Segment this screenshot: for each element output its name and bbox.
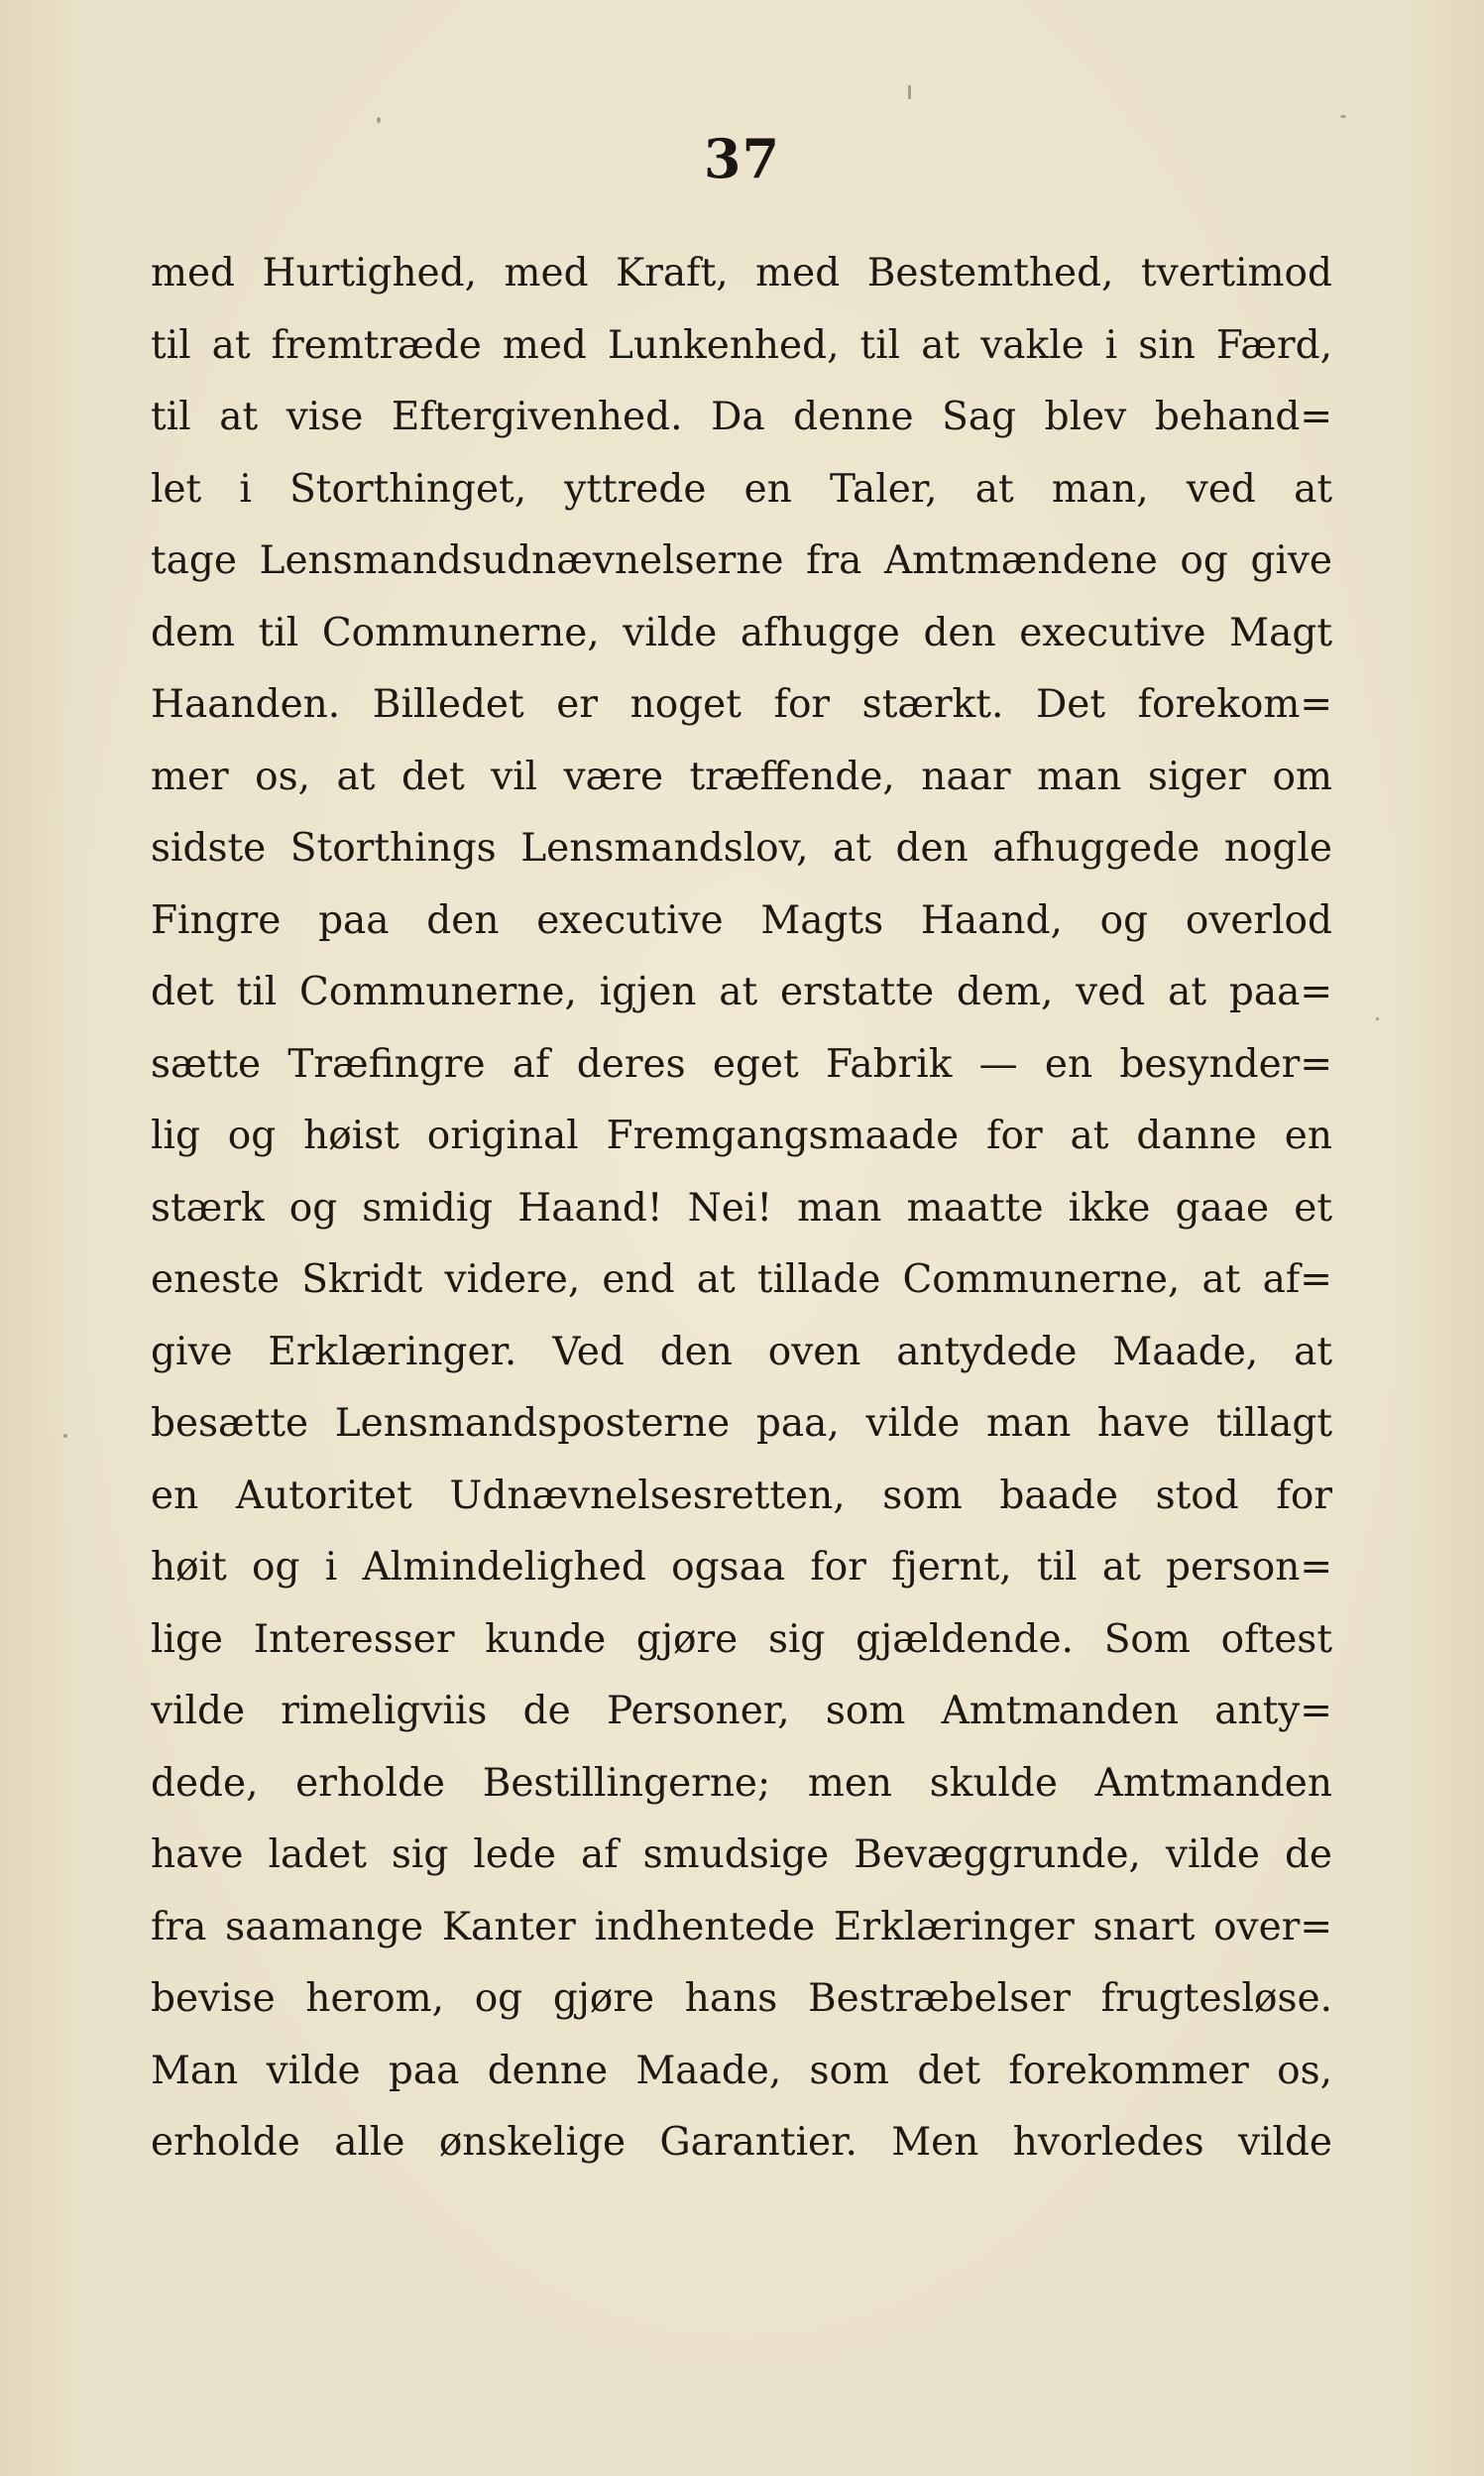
text-line: dem til Communerne, vilde afhugge den executive Magt (151, 610, 1332, 655)
paper-speck (63, 1434, 67, 1438)
paper-speck (1340, 115, 1346, 118)
paper-speck (908, 85, 911, 99)
text-line: dede, erholde Bestillingerne; men skulde Amtmanden (151, 1760, 1332, 1806)
text-line: fra saamange Kanter indhentede Erklæringer snart over= (151, 1904, 1332, 1949)
text-line: lige Interesser kunde gjøre sig gjældende. Som oftest (151, 1616, 1332, 1662)
text-line: Man vilde paa denne Maade, som det forekommer os, (151, 2048, 1332, 2093)
text-line: let i Storthinget, yttrede en Taler, at man, ved at (151, 466, 1332, 512)
text-line: stærk og smidig Haand! Nei! man maatte ikke gaae et (151, 1185, 1332, 1231)
text-line: tage Lensmandsudnævnelserne fra Amtmændene og give (151, 538, 1332, 583)
text-line: eneste Skridt videre, end at tillade Communerne, at af= (151, 1257, 1332, 1302)
body-text (151, 238, 1332, 2180)
text-line: give Erklæringer. Ved den oven antydede Maade, at (151, 1329, 1332, 1374)
text-line: med Hurtighed, med Kraft, med Bestemthed, tvertimod (151, 251, 1332, 295)
text-line: høit og i Almindelighed ogsaa for fjernt, til at person= (151, 1545, 1332, 1590)
text-line: have ladet sig lede af smudsige Bevæggrunde, vilde de (151, 1832, 1332, 1877)
page-number: 37 (703, 127, 781, 190)
text-line: erholde alle ønskelige Garantier. Men hvorledes vilde (151, 2120, 1332, 2165)
text-line: en Autoritet Udnævnelsesretten, som baade stod for (151, 1473, 1332, 1518)
text-line: til at vise Eftergivenhed. Da denne Sag blev behand= (151, 395, 1332, 439)
text-line: vilde rimeligviis de Personer, som Amtmanden anty= (151, 1689, 1332, 1733)
text-line: Fingre paa den executive Magts Haand, og overlod (151, 897, 1332, 943)
text-line: til at fremtræde med Lunkenhed, til at vakle i sin Færd, (151, 322, 1332, 368)
text-line: mer os, at det vil være træffende, naar man siger om (151, 754, 1332, 799)
text-line: besætte Lensmandsposterne paa, vilde man have tillagt (151, 1401, 1332, 1446)
text-line: lig og høist original Fremgangsmaade for at danne en (151, 1114, 1332, 1158)
text-line: sidste Storthings Lensmandslov, at den afhuggede nogle (151, 826, 1332, 871)
text-line: Haanden. Billedet er noget for stærkt. Det forekom= (151, 682, 1332, 727)
text-line: bevise herom, og gjøre hans Bestræbelser frugtesløse. (151, 1976, 1332, 2021)
paper-speck (1376, 1017, 1379, 1020)
text-line: sætte Træfingre af deres eget Fabrik — en besynder= (151, 1041, 1332, 1087)
text-line: det til Communerne, igjen at erstatte dem, ved at paa= (151, 970, 1332, 1014)
paper-speck (377, 117, 381, 123)
